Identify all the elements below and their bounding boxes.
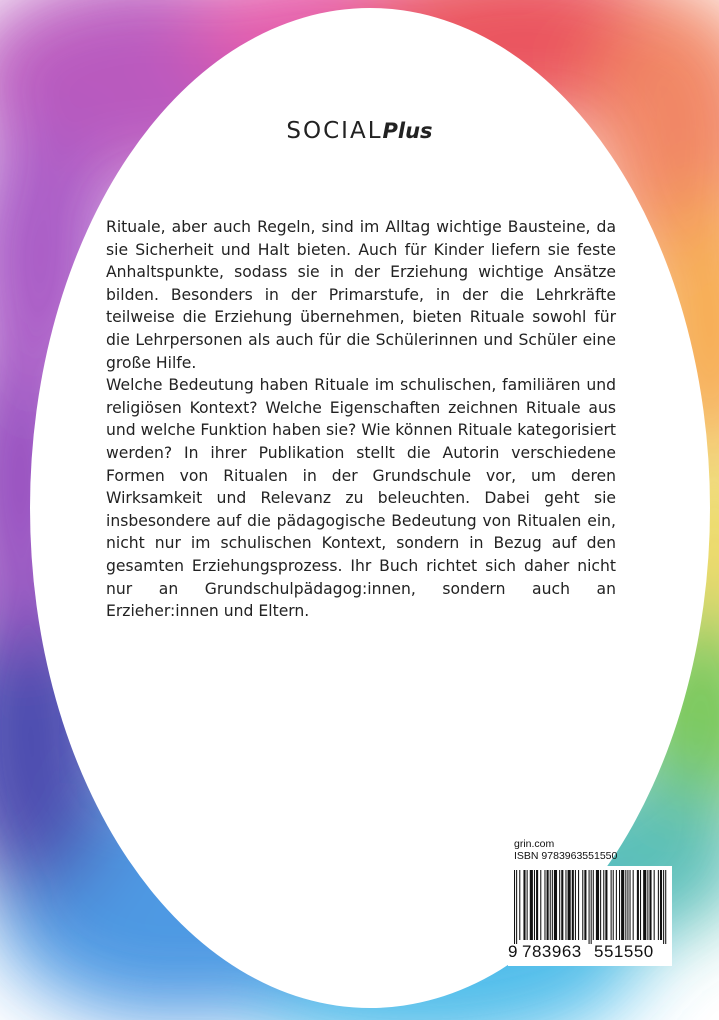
barcode-bar xyxy=(561,870,563,940)
barcode-bar xyxy=(514,870,515,944)
barcode-bar xyxy=(591,870,592,944)
barcode-bar xyxy=(568,870,571,940)
barcode-bar xyxy=(663,870,664,944)
barcode-bar xyxy=(593,870,594,940)
barcode-bar xyxy=(584,870,586,940)
barcode-digits xyxy=(508,942,672,962)
barcode-bar xyxy=(519,870,520,940)
barcode-bar xyxy=(589,870,590,944)
barcode-bar xyxy=(616,870,617,940)
barcode-bar xyxy=(565,870,566,940)
barcode-bar xyxy=(559,870,560,940)
barcode-bar xyxy=(596,870,599,940)
barcode-group-2: 551550 xyxy=(594,942,654,961)
brand-logo xyxy=(0,118,719,144)
blurb-text xyxy=(106,216,616,623)
barcode-bar xyxy=(605,870,607,940)
barcode-bar xyxy=(619,870,620,940)
barcode-bar xyxy=(582,870,583,940)
barcode-bar xyxy=(665,870,666,944)
barcode-bar xyxy=(658,870,659,940)
barcode-bar xyxy=(643,870,646,940)
barcode-bar xyxy=(630,870,631,940)
barcode-bar xyxy=(540,870,541,940)
barcode-bar xyxy=(572,870,574,940)
barcode-bar xyxy=(613,870,614,940)
barcode-bar xyxy=(660,870,662,940)
barcode-bar xyxy=(637,870,639,940)
barcode-bar xyxy=(603,870,604,940)
brand-logo-plus: Plus xyxy=(382,119,433,143)
barcode-bar xyxy=(544,870,545,940)
barcode-bar xyxy=(633,870,634,940)
barcode-bar xyxy=(654,870,655,940)
barcode-bar xyxy=(640,870,641,940)
barcode-bar xyxy=(627,870,628,940)
barcode-group-1: 783963 xyxy=(522,942,582,961)
barcode-bar xyxy=(625,870,626,940)
isbn-label: ISBN 9783963551550 xyxy=(514,850,618,862)
publisher-website: grin.com xyxy=(514,838,555,850)
barcode-bar xyxy=(527,870,528,940)
barcode-bar xyxy=(530,870,533,940)
barcode-bar xyxy=(647,870,648,940)
barcode-bar xyxy=(547,870,549,940)
barcode-bar xyxy=(611,870,612,940)
barcode-bars xyxy=(512,870,668,944)
barcode-bar xyxy=(554,870,557,940)
barcode-bar xyxy=(536,870,538,940)
blurb-paragraph-1: Rituale, aber auch Regeln, sind im Alltag wichtige Bausteine, da sie Sicherheit und Halt bieten. Auch für Kinder liefern sie feste Anhaltspunkte, sodass sie in der Erziehung wichtige Ansätze bilden. Besonders in der Primarstufe, in der die Lehrkräfte teilweise die Erziehung übernehmen, bieten Rituale sowohl für die Lehrpersonen als auch für die Schülerinnen und Schüler eine große Hilfe. xyxy=(106,218,616,372)
barcode-bar xyxy=(523,870,525,940)
barcode-first-digit: 9 xyxy=(508,942,518,961)
barcode-bar xyxy=(649,870,651,940)
blurb-paragraph-2: Welche Bedeutung haben Rituale im schulischen, familiären und religiösen Kontext? Welche Eigenschaften zeichnen Rituale aus und welche Funktion haben sie? Wie können Rituale kategorisiert werden? In ihrer Publikation stellt die Autorin verschiedene Formen von Ritualen in der Grundschule vor, um deren Wirksamkeit und Relevanz zu beleuchten. Dabei geht sie insbesondere auf die pädagogische Bedeutung von Ritualen ein, nicht nur im schulischen Kontext, sondern in Bezug auf den gesamten Erziehungsprozess. Ihr Buch richtet sich daher nicht nur an Grundschulpädagog:innen, sondern auch an Erzieher:innen und Eltern. xyxy=(106,376,616,621)
barcode xyxy=(508,866,672,966)
barcode-bar xyxy=(550,870,551,940)
barcode-bar xyxy=(578,870,579,940)
barcode-bar xyxy=(575,870,576,940)
barcode-bar xyxy=(552,870,553,940)
barcode-bar xyxy=(621,870,624,940)
brand-logo-social: SOCIAL xyxy=(286,118,383,144)
publisher-info xyxy=(514,838,617,862)
barcode-bar xyxy=(600,870,601,940)
barcode-bar xyxy=(534,870,535,940)
barcode-bar xyxy=(516,870,517,944)
